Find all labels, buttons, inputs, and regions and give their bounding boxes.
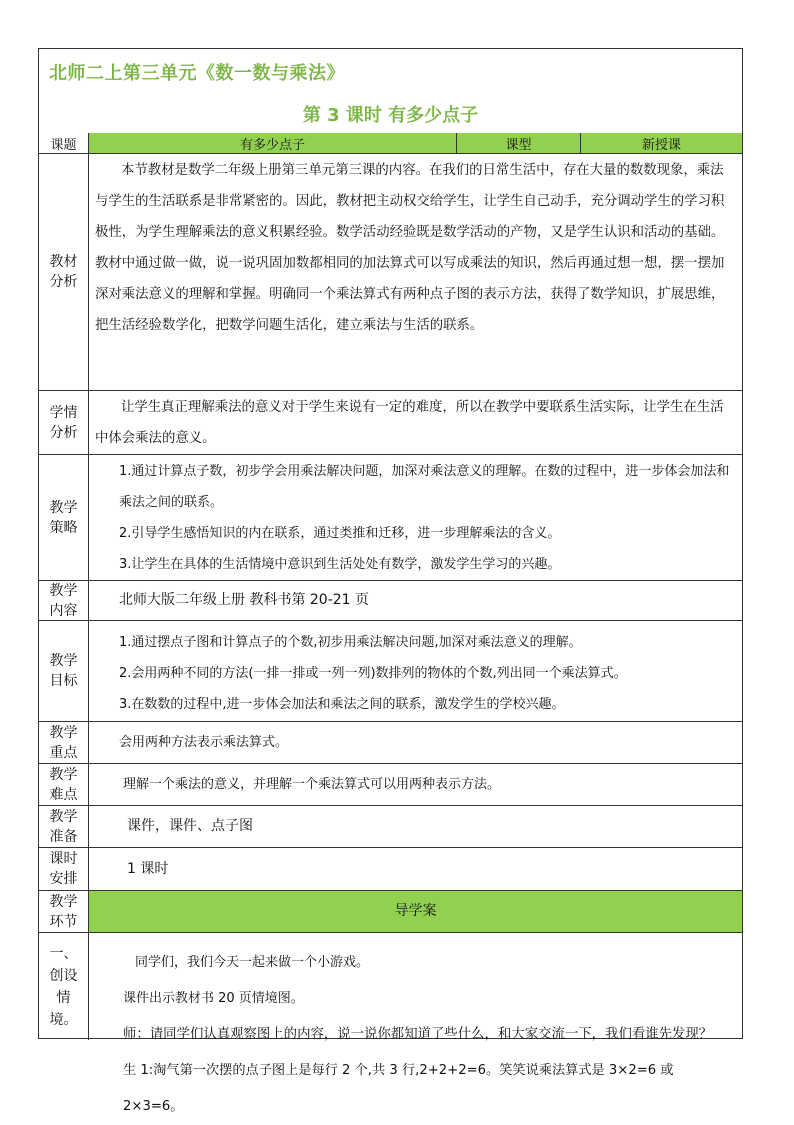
key-point-content — [89, 722, 742, 763]
content-text: 北师大版二年级上册 教科书第 20-21 页 — [119, 592, 370, 608]
strategy-row — [39, 455, 742, 581]
scene-row — [39, 933, 742, 1114]
textbook-analysis-label: 教材分析 — [39, 154, 89, 390]
textbook-analysis-text: 本节教材是数学二年级上册第三单元第三课的内容。在我们的日常生活中，存在大量的数数现象，乘法与学生的生活联系是非常紧密的。因此，教材把主动权交给学生，让学生自己动手，充分调动学生的学习积极性，为学生理解乘法的意义积累经验。数学活动经验既是数学活动的产物，又是学生认识和活动的基础。教材中通过做一做，说一说巩固加数都相同的加法算式可以写成乘法的知识，然后再通过想一想，摆一摆加深对乘法意义的理解和掌握。明确同一个乘法算式有两种点子图的表示方法，获得了数学知识，扩展思维，把生活经验数学化，把数学问题生活化，建立乘法与生活的联系。 — [95, 163, 725, 333]
difficulty-label: 教学难点 — [39, 764, 89, 805]
strategy-item: 2.引导学生感悟知识的内在联系，通过类推和迁移，进一步理解乘法的含义。 — [119, 526, 561, 541]
lesson-title: 第 3 课时 有多少点子 — [302, 105, 479, 126]
prep-label: 教学准备 — [39, 806, 89, 847]
difficulty-text: 理解一个乘法的意义，并理解一个乘法算式可以用两种表示方法。 — [123, 777, 501, 792]
stage-label: 教学环节 — [39, 891, 89, 932]
lesson-plan-page — [38, 48, 743, 1114]
prep-content — [89, 806, 742, 847]
textbook-analysis-row — [39, 154, 742, 391]
schedule-label: 课时安排 — [39, 848, 89, 890]
schedule-text: 1 课时 — [127, 860, 169, 877]
scene-content — [89, 933, 742, 1114]
student-analysis-text: 让学生真正理解乘法的意义对于学生来说有一定的难度，所以在教学中要联系生活实际，让学生在生活中体会乘法的意义。 — [95, 400, 724, 446]
student-analysis-label: 学情分析 — [39, 391, 89, 454]
goals-content — [89, 621, 742, 721]
content-row — [39, 581, 742, 621]
topic-row — [39, 133, 742, 154]
prep-text: 课件，课件、点子图 — [127, 818, 253, 834]
scene-line: 课件出示教材书 20 页情境图。 — [123, 991, 304, 1006]
strategy-label: 教学策略 — [39, 455, 89, 580]
student-analysis-row — [39, 391, 742, 455]
title-block — [39, 49, 742, 134]
goals-row — [39, 621, 742, 722]
difficulty-content — [89, 764, 742, 805]
stage-row — [39, 891, 742, 933]
student-analysis-content — [89, 391, 742, 454]
strategy-item: 3.让学生在具体的生活情境中意识到生活处处有数学，激发学生学习的兴趣。 — [119, 557, 561, 572]
goal-item: 2.会用两种不同的方法(一排一排或一列一列)数排列的物体的个数,列出同一个乘法算式。 — [119, 666, 627, 681]
prep-row — [39, 806, 742, 848]
stage-content — [89, 891, 742, 932]
type-label: 课型 — [457, 133, 581, 153]
type-value: 新授课 — [641, 137, 681, 153]
strategy-item: 1.通过计算点子数，初步学会用乘法解决问题，加深对乘法意义的理解。在数的过程中，进一步体会加法和乘法之间的联系。 — [119, 464, 730, 510]
scene-label: 一、创设情境。 — [39, 933, 89, 1040]
textbook-analysis-content — [89, 154, 742, 390]
scene-line: 生 1:淘气第一次摆的点子图上是每行 2 个,共 3 行,2+2+2=6。笑笑说乘法算式是 3×2=6 或 2×3=6。 — [123, 1063, 674, 1114]
difficulty-row — [39, 764, 742, 806]
content-content — [89, 581, 742, 620]
key-point-row — [39, 722, 742, 764]
topic-value: 有多少点子 — [89, 133, 457, 153]
unit-title: 北师二上第三单元《数一数与乘法》 — [49, 63, 345, 84]
key-point-text: 会用两种方法表示乘法算式。 — [119, 735, 289, 750]
key-point-label: 教学重点 — [39, 722, 89, 763]
topic-label: 课题 — [39, 133, 89, 153]
content-label: 教学内容 — [39, 581, 89, 620]
stage-text: 导学案 — [394, 903, 437, 919]
strategy-content — [89, 455, 742, 580]
schedule-content — [89, 848, 742, 890]
schedule-row — [39, 848, 742, 891]
goal-item: 1.通过摆点子图和计算点子的个数,初步用乘法解决问题,加深对乘法意义的理解。 — [119, 635, 582, 650]
goal-item: 3.在数数的过程中,进一步体会加法和乘法之间的联系，激发学生的学校兴趣。 — [119, 697, 565, 712]
scene-line: 师：请同学们认真观察图上的内容，说一说你都知道了些什么，和大家交流一下，我们看谁先发现？ — [123, 1027, 713, 1042]
scene-line: 同学们，我们今天一起来做一个小游戏。 — [135, 955, 370, 970]
goals-label: 教学目标 — [39, 621, 89, 721]
